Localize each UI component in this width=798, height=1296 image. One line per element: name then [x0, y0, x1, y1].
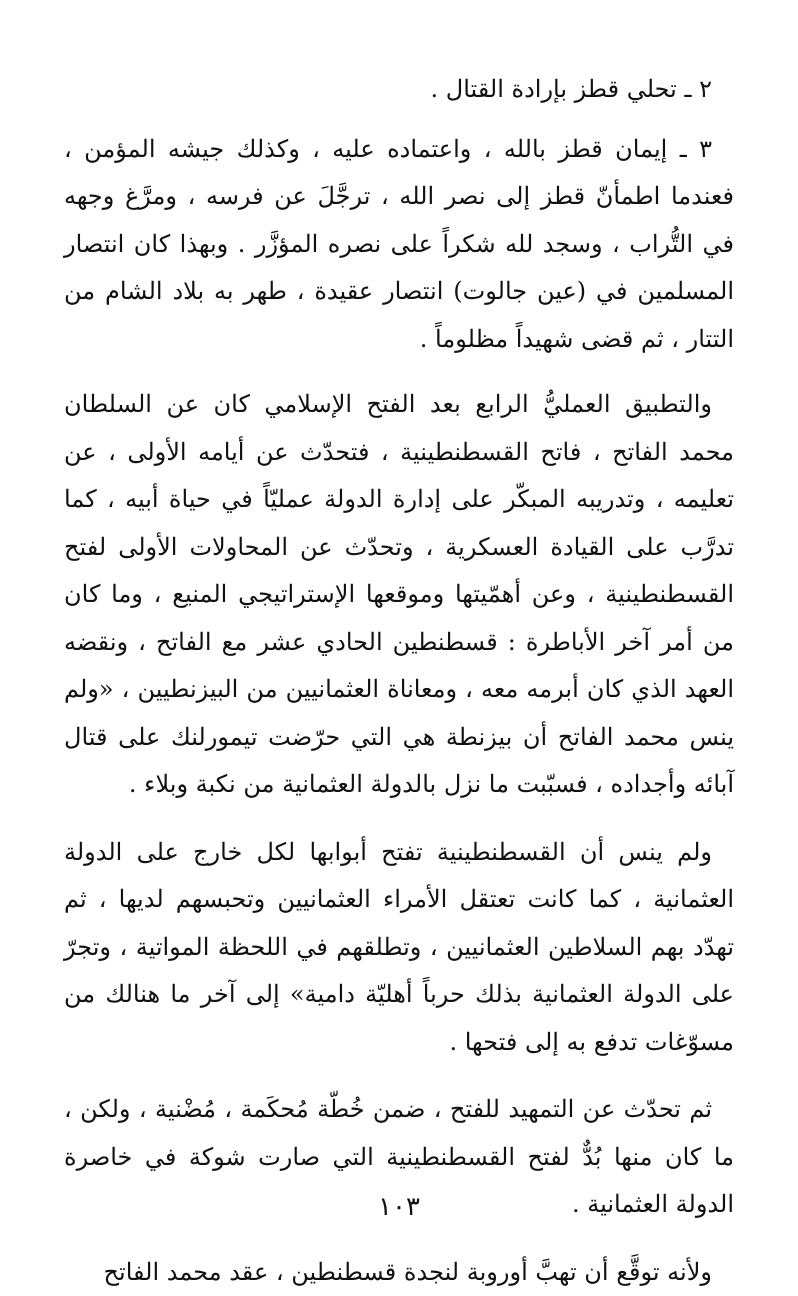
- paragraph-fourth-application: والتطبيق العمليُّ الرابع بعد الفتح الإسلامي كان عن السلطان محمد الفاتح ، فاتح القسطنطينية ، فتحدّث عن أيامه الأولى ، عن تعليمه ، وتدريبه المبكّر على إدارة الدولة عمليّاً في حياة أبيه ، كما تدرَّب على القيادة العسكرية ، وتحدّث عن المحاولات الأولى لفتح القسطنطينية ، وعن أهمّيتها وموقعها الإستراتيجي المنيع ، وما كان من أمر آخر الأباطرة : قسطنطين الحادي عشر مع الفاتح ، ونقضه العهد الذي كان أبرمه معه ، ومعاناة العثمانيين من البيزنطيين ، «ولم ينس محمد الفاتح أن بيزنطة هي التي حرّضت تيمورلنك على قتال آبائه وأجداده ، فسبّبت ما نزل بالدولة العثمانية من نكبة وبلاء .: [64, 381, 734, 809]
- paragraph-point-2: ٢ ـ تحلي قطز بإرادة القتال .: [64, 66, 734, 114]
- paragraph-point-3: ٣ ـ إيمان قطز بالله ، واعتماده عليه ، وكذلك جيشه المؤمن ، فعندما اطمأنّ قطز إلى نصر الله ، ترجَّلَ عن فرسه ، ومرَّغ وجهه في التُّراب ، وسجد لله شكراً على نصره المؤزَّر . وبهذا كان انتصار المسلمين في (عين جالوت) انتصار عقيدة ، طهر به بلاد الشام من التتار ، ثم قضى شهيداً مظلوماً .: [64, 126, 734, 364]
- paragraph-constantinople-gates: ولم ينس أن القسطنطينية تفتح أبوابها لكل خارج على الدولة العثمانية ، كما كانت تعتقل الأمراء العثمانيين وتحبسهم لديها ، ثم تهدّد بهم السلاطين العثمانيين ، وتطلقهم في اللحظة المواتية ، وتجرّ على الدولة العثمانية بذلك حرباً أهليّة دامية» إلى آخر ما هنالك من مسوّغات تدفع به إلى فتحها .: [64, 829, 734, 1067]
- page-number: ١٠٣: [0, 1192, 798, 1222]
- paragraph-europe-expectation: ولأنه توقَّع أن تهبَّ أوروبة لنجدة قسطنطين ، عقد محمد الفاتح: [64, 1249, 734, 1296]
- page-body: [64, 66, 734, 1196]
- paragraph-preparation: ثم تحدّث عن التمهيد للفتح ، ضمن خُطّة مُحكَمة ، مُضْنية ، ولكن ، ما كان منها بُدٌّ لفتح القسطنطينية التي صارت شوكة في خاصرة الدولة العثمانية .: [64, 1086, 734, 1229]
